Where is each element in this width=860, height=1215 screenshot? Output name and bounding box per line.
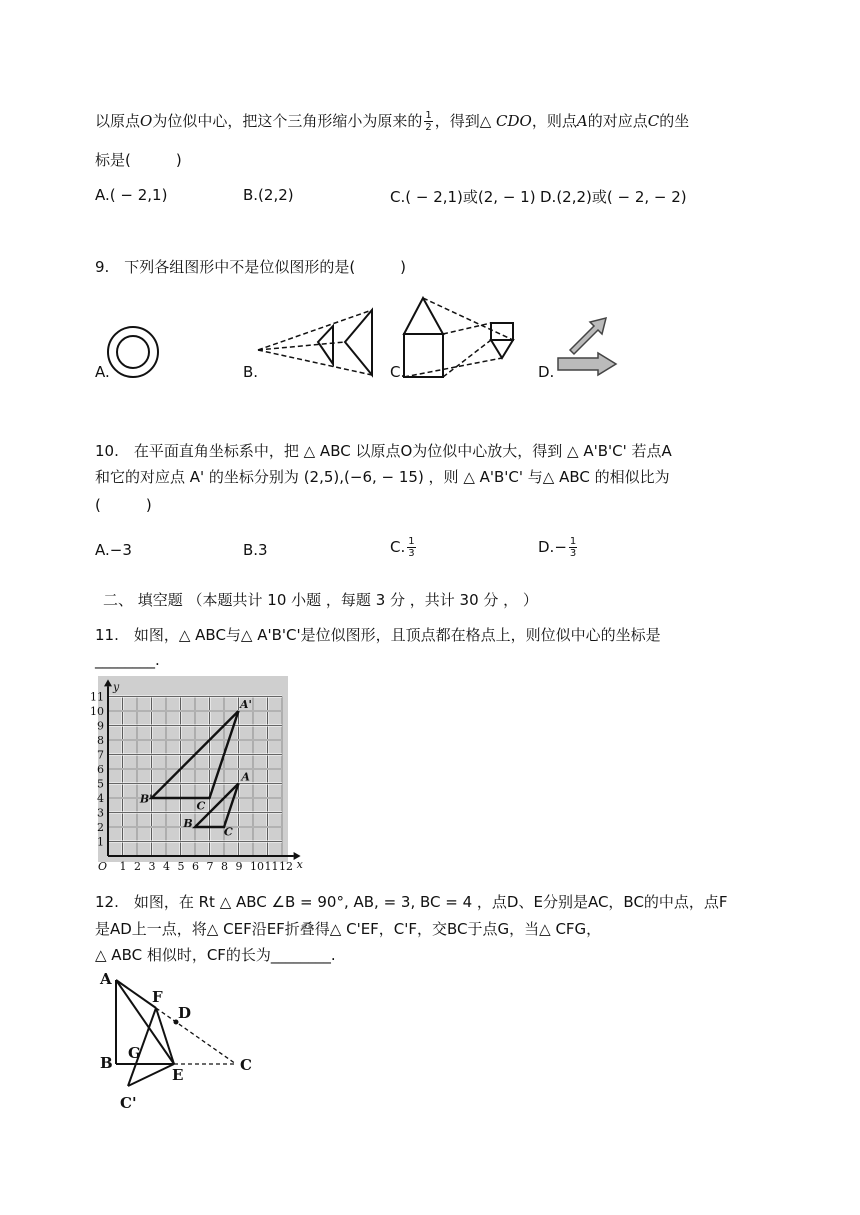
q8-frac-num: 1 [425, 110, 432, 121]
q11-grid-figure [88, 674, 308, 870]
q10-stem-line1: 10. 在平面直角坐标系中，把 △ ABC 以原点O为位似中心放大，得到 △ A'B'C' 若点A [95, 442, 672, 460]
q8-text-d: ，则点 [531, 112, 577, 130]
x-tick-label: 2 [134, 860, 141, 870]
section-heading: 二、 填空题 （本题共计 10 小题 ，每题 3 分 ，共计 30 分 ， ） [103, 591, 538, 609]
label-c-prime: C [196, 799, 206, 813]
y-tick-label: 4 [97, 792, 104, 805]
q10-option-d-prefix: D.− [538, 538, 567, 556]
q9-label-a: A. [95, 363, 110, 381]
q12-figure [90, 968, 260, 1118]
label-a-prime: A' [239, 698, 252, 712]
q8-text-a: 以原点 [95, 112, 141, 130]
q8-text-e: 的对应点 [587, 112, 648, 130]
q12-segment-ae [116, 980, 174, 1064]
q9-figure-a-rings [108, 327, 158, 377]
y-tick-label: 7 [97, 748, 104, 762]
q12-segment-fe [156, 1008, 174, 1064]
q9-figure-c-houses [404, 298, 513, 377]
x-tick-label: 4 [163, 860, 170, 870]
q10-option-d-fraction [569, 536, 577, 559]
q10-c-num: 1 [408, 536, 415, 547]
q9-figures [0, 290, 860, 390]
q8-option-c: C.( − 2,1)或(2, − 1) [390, 188, 536, 206]
y-tick-label: 10 [90, 705, 104, 718]
label-c: C [224, 825, 233, 839]
x-tick-label: 7 [206, 860, 214, 870]
x-tick-label: 5 [177, 860, 185, 870]
q9-label-b: B. [243, 363, 259, 381]
q12-label-b: B [100, 1054, 113, 1072]
y-tick-label: 2 [97, 821, 104, 834]
q12-label-g: G [128, 1044, 141, 1062]
x-tick-label: 1 [119, 860, 127, 870]
q10-option-a: A.−3 [95, 541, 132, 559]
q12-label-e: E [172, 1066, 184, 1084]
q8-point-A: A [576, 112, 588, 130]
q9-label-c: C. [390, 363, 406, 381]
q8-stem-line2: 标是( ) [95, 151, 182, 169]
label-b-prime: B' [139, 792, 153, 806]
q10-d-num: 1 [569, 536, 577, 547]
y-tick-label: 6 [97, 763, 104, 776]
x-tick-label: 11 [264, 860, 279, 870]
q10-c-den: 3 [408, 548, 415, 559]
q8-text-c: ，得到 [434, 112, 480, 130]
q8-option-a: A.( − 2,1) [95, 186, 168, 204]
q10-option-c [390, 536, 418, 559]
q12-stem-line2: 是AD上一点，将△ CEF沿EF折叠得△ C'EF，C'F，交BC于点G，当△ CFG， [95, 920, 602, 938]
q10-option-c-fraction [407, 536, 415, 559]
label-a: A [241, 770, 250, 784]
x-tick-label: 6 [192, 860, 199, 870]
q12-stem-line1: 12. 如图，在 Rt △ ABC ∠B = 90°, AB, = 3, BC = 4 ，点D、E分别是AC，BC的中点，点F [95, 893, 728, 911]
q12-label-f: F [152, 988, 163, 1006]
y-tick-label: 11 [90, 690, 104, 704]
y-tick-label: 5 [97, 777, 104, 791]
q10-option-c-prefix: C. [390, 538, 406, 556]
q8-triangle: △ CDO [479, 112, 532, 130]
q12-segment-af [116, 980, 156, 1008]
x-axis-label: x [296, 858, 303, 870]
q12-label-d: D [178, 1004, 192, 1022]
y-tick-label: 8 [97, 734, 104, 747]
x-tick-label: 8 [221, 860, 228, 870]
q8-option-b: B.(2,2) [243, 186, 294, 204]
q9-figure-b-triangles [258, 310, 372, 375]
q12-stem-line3: △ ABC 相似时，CF的长为________. [95, 946, 336, 964]
q10-stem-line3: ( ) [95, 496, 152, 514]
q9-figure-d-arrows [558, 318, 616, 375]
q11-answer-blank: ________. [95, 651, 160, 669]
x-tick-label: 3 [148, 860, 156, 870]
q8-option-d: D.(2,2)或( − 2, − 2) [540, 188, 687, 206]
q12-label-a: A [100, 970, 112, 988]
q10-stem-line2: 和它的对应点 A' 的坐标分别为 (2,5),(−6, − 15) ，则 △ A'B'C' 与△ ABC 的相似比为 [95, 468, 670, 486]
q9-stem: 9. 下列各组图形中不是位似图形的是( ) [95, 258, 407, 276]
q9-label-d: D. [538, 363, 555, 381]
q8-frac-den: 2 [425, 122, 432, 133]
origin-label: O [98, 860, 108, 870]
x-tick-label: 9 [235, 860, 243, 870]
label-b: B [183, 817, 193, 830]
q10-option-b: B.3 [243, 541, 268, 559]
y-tick-label: 3 [97, 806, 104, 820]
q10-d-den: 3 [569, 548, 577, 559]
q8-text-f: 的坐 [659, 112, 690, 130]
x-tick-label: 10 [250, 860, 264, 870]
q8-fraction [424, 110, 432, 133]
q8-text-b: 为位似中心，把这个三角形缩小为原来的 [152, 112, 423, 130]
q12-label-c-prime: C' [120, 1094, 137, 1112]
q8-point-O: O [140, 112, 153, 130]
x-tick-label: 12 [279, 860, 293, 870]
y-tick-label: 1 [97, 835, 104, 849]
y-axis-label: y [113, 680, 120, 694]
y-tick-label: 9 [97, 719, 104, 733]
q10-option-d [538, 536, 579, 559]
q8-point-C: C [647, 112, 660, 130]
q11-stem: 11. 如图，△ ABC与△ A'B'C'是位似图形，且顶点都在格点上，则位似中心的坐标是 [95, 626, 661, 644]
q12-label-c: C [240, 1056, 252, 1074]
q8-stem-line1 [95, 110, 689, 133]
